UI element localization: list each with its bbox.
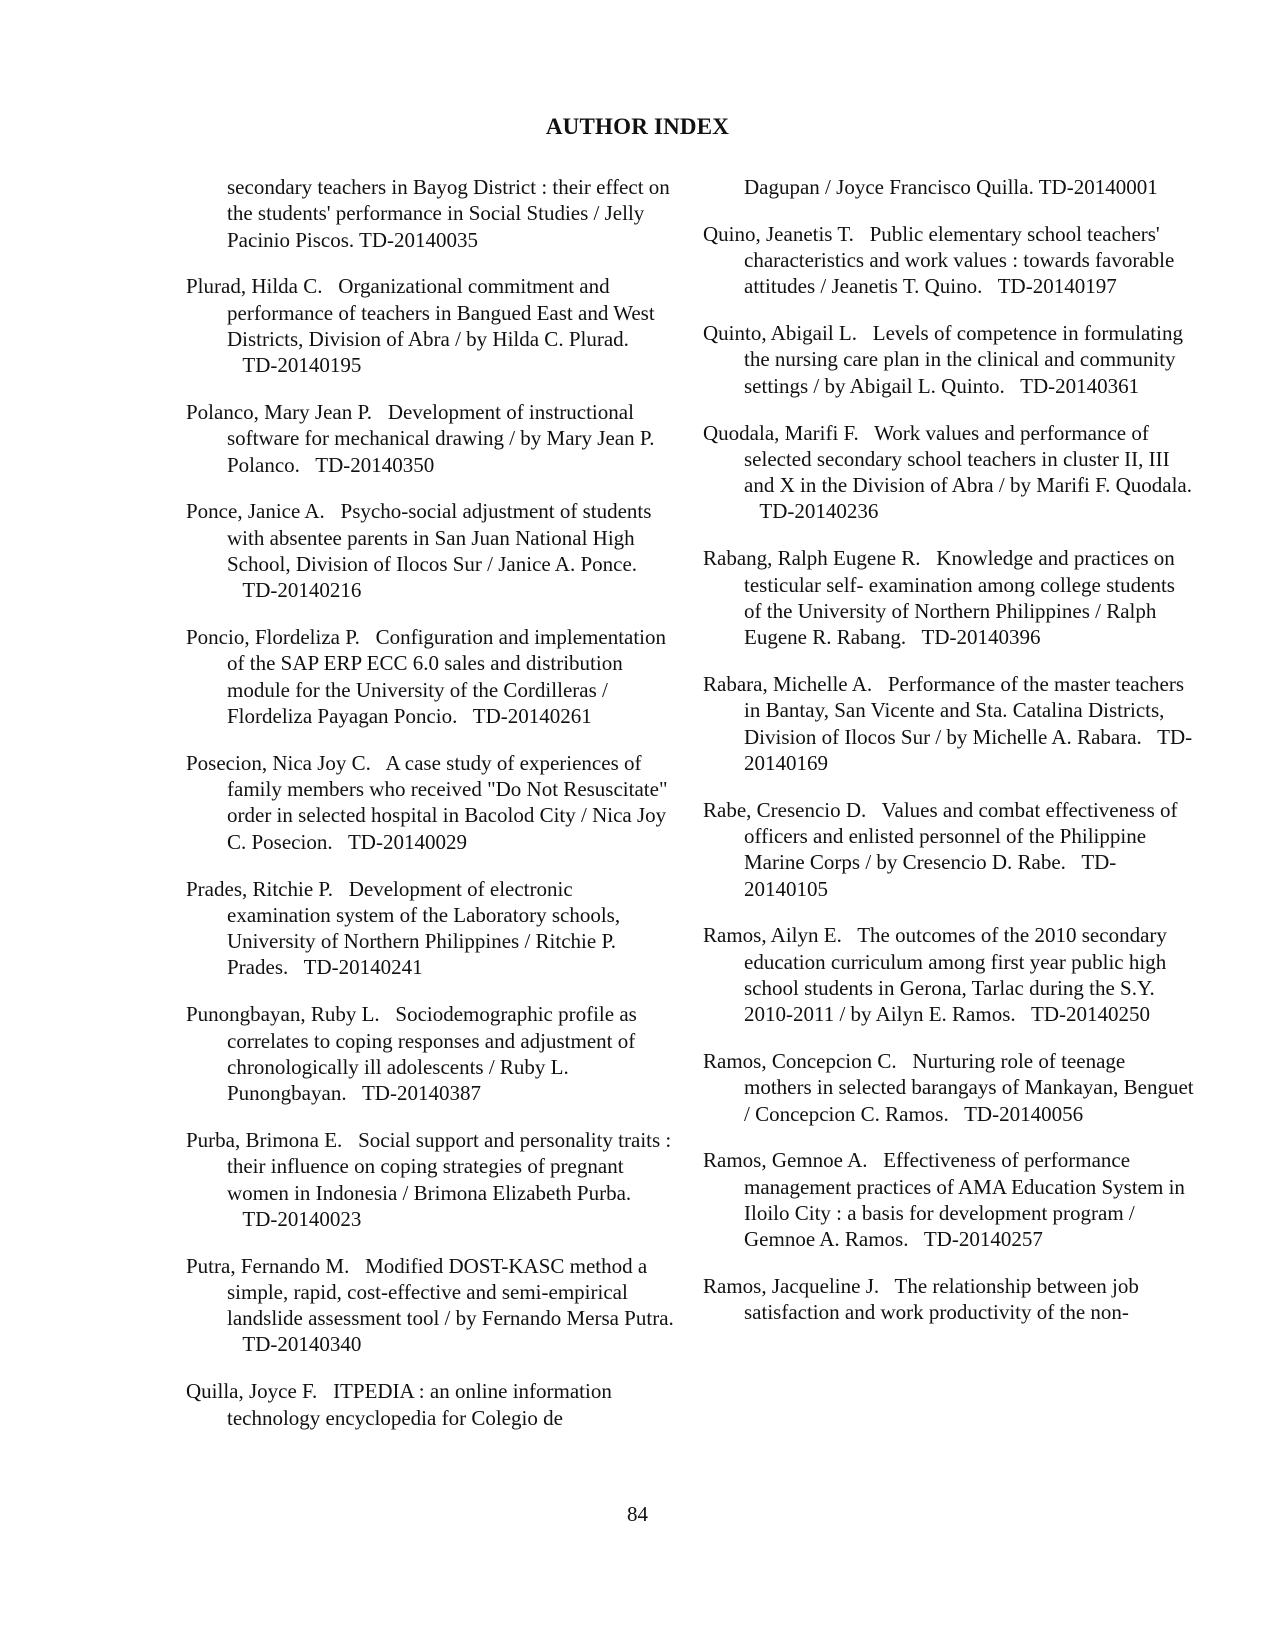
right-column <box>703 174 1195 1346</box>
entry-title: Effectiveness of performance management practices of AMA Education System in Iloilo City : a basis for development program / Gemnoe A. Ramos. <box>744 1148 1185 1252</box>
entry-author: Rabe, Cresencio D. <box>703 797 867 822</box>
page-number: 84 <box>627 1502 648 1526</box>
entry-call-number: TD-20140169 <box>744 724 1193 775</box>
index-entry <box>703 671 1195 776</box>
entry-call-number: TD-20140236 <box>759 499 879 524</box>
entry-call-number: TD-20140250 <box>1031 1002 1151 1027</box>
entry-list-right <box>703 221 1195 1326</box>
entry-call-number: TD-20140216 <box>242 578 362 603</box>
entry-author: Prades, Ritchie P. <box>186 876 333 901</box>
entry-title: ITPEDIA : an online information technology encyclopedia for Colegio de <box>227 1379 612 1430</box>
entry-author: Quino, Jeanetis T. <box>703 221 854 246</box>
entry-call-number: TD-20140029 <box>347 829 467 854</box>
entry-title: Psycho-social adjustment of students with absentee parents in San Juan National High School, Division of Ilocos Sur / Janice A. Ponce. <box>227 499 652 577</box>
entry-title: Sociodemographic profile as correlates to coping responses and adjustment of chronologically ill adolescents / Ruby L. Punongbayan. <box>227 1002 637 1106</box>
entry-author: Quilla, Joyce F. <box>186 1379 318 1404</box>
index-entry <box>703 1147 1195 1252</box>
entry-author: Polanco, Mary Jean P. <box>186 400 373 425</box>
entry-call-number: TD-20140195 <box>242 353 362 378</box>
entry-title: The outcomes of the 2010 secondary education curriculum among first year public high school students in Gerona, Tarlac during the S.Y. 2010-2011 / by Ailyn E. Ramos. <box>744 923 1167 1027</box>
index-entry <box>186 399 678 478</box>
entry-call-number: TD-20140361 <box>1020 373 1140 398</box>
index-entry <box>703 1273 1195 1326</box>
entry-title: Development of electronic examination system of the Laboratory schools, University of Northern Philippines / Ritchie P. Prades. <box>227 876 621 980</box>
entry-title: A case study of experiences of family members who received "Do Not Resuscitate" order in selected hospital in Bacolod City / Nica Joy C. Posecion. <box>227 750 668 854</box>
entry-author: Ramos, Ailyn E. <box>703 923 842 948</box>
index-entry <box>703 797 1195 902</box>
entry-author: Rabang, Ralph Eugene R. <box>703 546 921 571</box>
entry-call-number: TD-20140257 <box>923 1227 1043 1252</box>
entry-author: Ponce, Janice A. <box>186 499 325 524</box>
entry-call-number: TD-20140197 <box>997 274 1117 299</box>
entry-author: Plurad, Hilda C. <box>186 274 323 299</box>
left-column <box>186 174 678 1451</box>
entry-call-number: TD-20140396 <box>921 625 1041 650</box>
entry-author: Poncio, Flordeliza P. <box>186 625 360 650</box>
entry-author: Ramos, Gemnoe A. <box>703 1148 868 1173</box>
entry-call-number: TD-20140241 <box>303 955 423 980</box>
index-entry <box>186 750 678 855</box>
entry-author: Putra, Fernando M. <box>186 1253 350 1278</box>
index-entry <box>186 1127 678 1232</box>
entry-author: Purba, Brimona E. <box>186 1127 343 1152</box>
continued-entry-text: Dagupan / Joyce Francisco Quilla. TD-20140001 <box>744 175 1158 199</box>
entry-call-number: TD-20140387 <box>361 1081 481 1106</box>
index-entry <box>703 922 1195 1027</box>
entry-title: Configuration and implementation of the SAP ERP ECC 6.0 sales and distribution module for the University of the Cordilleras / Flordeliza Payagan Poncio. <box>227 625 667 729</box>
index-entry <box>186 1378 678 1431</box>
entry-title: Modified DOST-KASC method a simple, rapid, cost-effective and semi-empirical landslide assessment tool / by Fernando Mersa Putra. <box>227 1253 674 1331</box>
index-entry <box>703 420 1195 525</box>
entry-author: Posecion, Nica Joy C. <box>186 750 371 775</box>
entry-title: Levels of competence in formulating the nursing care plan in the clinical and community settings / by Abigail L. Quinto. <box>744 321 1183 398</box>
entry-author: Ramos, Jacqueline J. <box>703 1274 880 1299</box>
index-entry <box>703 1048 1195 1127</box>
index-entry <box>186 624 678 729</box>
entry-title: Public elementary school teachers' characteristics and work values : towards favorable attitudes / Jeanetis T. Quino. <box>744 221 1175 299</box>
entry-call-number: TD-20140340 <box>242 1332 362 1357</box>
entry-title: Knowledge and practices on testicular self- examination among college students of the University of Northern Philippines / Ralph Eugene R. Rabang. <box>744 546 1175 650</box>
entry-call-number: TD-20140261 <box>472 704 592 729</box>
index-entry <box>186 876 678 981</box>
index-entry <box>703 320 1195 399</box>
entry-call-number: TD-20140056 <box>964 1101 1084 1126</box>
index-entry <box>703 545 1195 650</box>
entry-author: Quinto, Abigail L. <box>703 321 857 346</box>
entry-list-left <box>186 273 678 1430</box>
entry-author: Punongbayan, Ruby L. <box>186 1002 380 1027</box>
page-title: AUTHOR INDEX <box>545 114 730 139</box>
entry-title: Values and combat effectiveness of officers and enlisted personnel of the Philippine Marine Corps / by Cresencio D. Rabe. <box>744 797 1178 875</box>
entry-author: Ramos, Concepcion C. <box>703 1049 897 1074</box>
index-entry <box>186 1001 678 1106</box>
entry-call-number: TD-20140105 <box>744 850 1117 901</box>
entry-title: Nurturing role of teenage mothers in selected barangays of Mankayan, Benguet / Concepcion C. Ramos. <box>744 1049 1194 1126</box>
entry-title: Work values and performance of selected secondary school teachers in cluster II, III and X in the Division of Abra / by Marifi F. Quodala. <box>744 420 1193 498</box>
index-entry <box>703 221 1195 300</box>
entry-title: Social support and personality traits : their influence on coping strategies of pregnant women in Indonesia / Brimona Elizabeth Purba. <box>227 1127 672 1205</box>
index-entry <box>186 1253 678 1358</box>
entry-author: Rabara, Michelle A. <box>703 671 873 696</box>
index-entry <box>186 498 678 603</box>
entry-title: Performance of the master teachers in Bantay, San Vicente and Sta. Catalina Districts, Division of Ilocos Sur / by Michelle A. Rabara. <box>744 671 1185 749</box>
entry-author: Quodala, Marifi F. <box>703 420 859 445</box>
entry-title: The relationship between job satisfaction and work productivity of the non- <box>744 1274 1139 1325</box>
index-entry <box>186 273 678 378</box>
continued-entry-text: secondary teachers in Bayog District : their effect on the students' performance in Social Studies / Jelly Pacinio Piscos. TD-20140035 <box>227 175 670 252</box>
entry-title: Development of instructional software for mechanical drawing / by Mary Jean P. Polanco. <box>227 400 655 477</box>
entry-call-number: TD-20140023 <box>242 1206 362 1231</box>
entry-title: Organizational commitment and performance of teachers in Bangued East and West Districts, Division of Abra / by Hilda C. Plurad. <box>227 274 655 351</box>
entry-call-number: TD-20140350 <box>315 452 435 477</box>
